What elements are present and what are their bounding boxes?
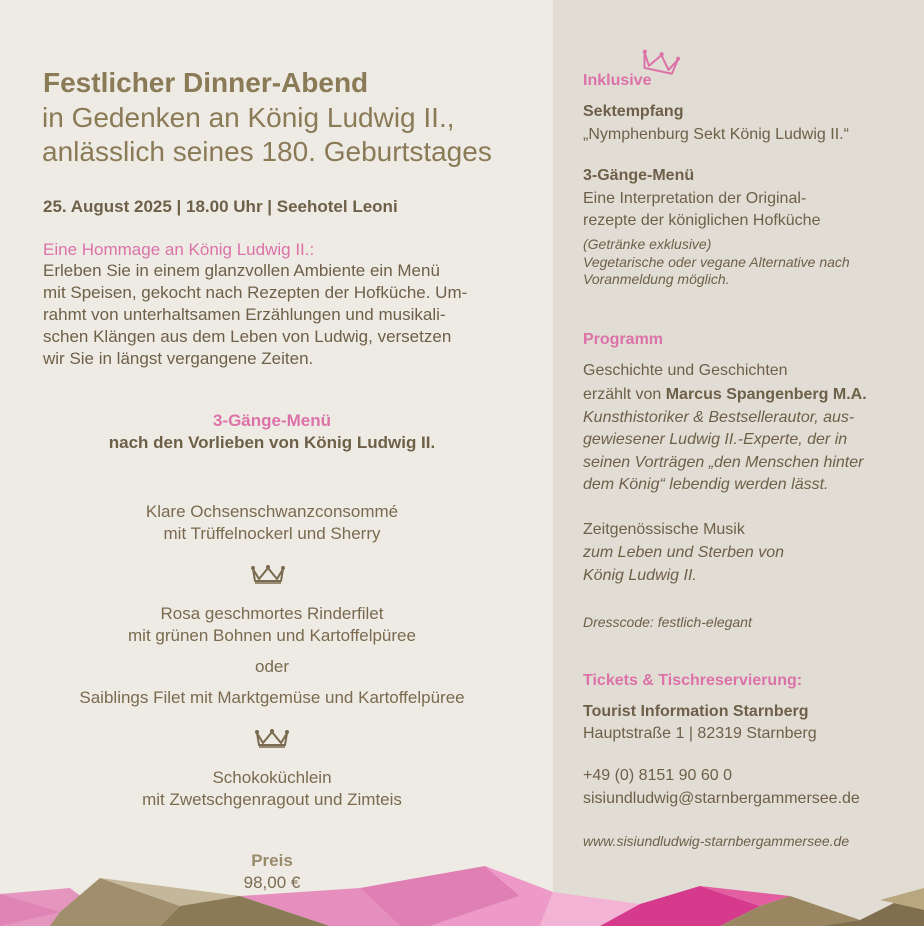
programm-heading: Programm	[583, 331, 664, 348]
event-subtitle-line1: in Gedenken an König Ludwig II.,	[42, 102, 455, 133]
course-2-oder: oder	[254, 657, 290, 676]
course-1-name: Klare Ochsenschwanzconsommé	[145, 502, 399, 521]
course-2-alternative: Saiblings Filet mit Marktgemüse und Kartoffelpüree	[79, 688, 465, 707]
programm-speaker: Marcus Spangenberg M.A.	[665, 386, 867, 403]
hommage-line: Erleben Sie in einem glanzvollen Ambiente ein Menü	[43, 261, 440, 280]
programm-bio-line3: seinen Vorträgen „den Menschen hinter	[583, 454, 864, 471]
hommage-line: mit Speisen, gekocht nach Rezepten der Hofküche. Um-	[43, 283, 468, 302]
menu-heading: 3-Gänge-Menü	[212, 411, 332, 430]
dresscode: Dresscode: festlich-elegant	[583, 614, 752, 630]
programm-speaker-line	[583, 384, 913, 406]
hommage-body	[43, 260, 523, 370]
inklusive-note-line1: (Getränke exklusive)	[583, 236, 712, 252]
tickets-address: Hauptstraße 1 | 82319 Starnberg	[583, 725, 817, 742]
course-2-name: Rosa geschmortes Rinderfilet	[160, 604, 384, 623]
hommage-line: rahmt von unterhaltsamen Erzählungen und musikali-	[43, 305, 446, 324]
inklusive-menu-title: 3-Gänge-Menü	[583, 167, 695, 184]
sekt-title: Sektempfang	[583, 103, 684, 120]
tickets-email[interactable]: sisiundludwig@starnbergammersee.de	[583, 790, 860, 807]
programm-bio-line4: dem König“ lebendig werden lässt.	[583, 476, 829, 493]
programm-music-line3: König Ludwig II.	[583, 567, 697, 584]
hommage-heading: Eine Hommage an König Ludwig II.:	[43, 240, 315, 259]
programm-line1: Geschichte und Geschichten	[583, 362, 788, 379]
event-title: Festlicher Dinner-Abend	[43, 67, 369, 98]
tickets-website[interactable]: www.sisiundludwig-starnbergammersee.de	[583, 833, 850, 849]
price-label: Preis	[251, 851, 293, 870]
inklusive-heading: Inklusive	[583, 72, 652, 89]
hommage-line: schen Klängen aus dem Leben von Ludwig, versetzen	[43, 327, 452, 346]
inklusive-menu-desc-line1: Eine Interpretation der Original-	[583, 190, 807, 207]
inklusive-menu-desc-line2: rezepte der königlichen Hofküche	[583, 212, 821, 229]
footer-decoration	[0, 866, 924, 926]
programm-bio-line1: Kunsthistoriker & Bestsellerautor, aus-	[583, 409, 855, 426]
hommage-line: wir Sie in längst vergangene Zeiten.	[43, 349, 314, 368]
crown-icon	[250, 562, 286, 584]
course-1-detail: mit Trüffelnockerl und Sherry	[163, 524, 381, 543]
programm-music-line2: zum Leben und Sterben von	[583, 544, 785, 561]
sekt-description: „Nymphenburg Sekt König Ludwig II.“	[583, 126, 849, 143]
course-2-detail: mit grünen Bohnen und Kartoffelpüree	[128, 626, 416, 645]
crown-icon	[254, 726, 290, 748]
course-3-detail: mit Zwetschgenragout und Zimteis	[142, 790, 402, 809]
programm-line2-prefix: erzählt von	[583, 386, 666, 403]
inklusive-note-line3: Voranmeldung möglich.	[583, 271, 730, 287]
course-3-name: Schokoküchlein	[212, 768, 332, 787]
tickets-heading: Tickets & Tischreservierung:	[583, 672, 803, 689]
event-date-line: 25. August 2025 | 18.00 Uhr | Seehotel Leoni	[43, 197, 398, 216]
tickets-office: Tourist Information Starnberg	[583, 703, 809, 720]
inklusive-note-line2: Vegetarische oder vegane Alternative nach	[583, 254, 850, 270]
programm-bio-line2: gewiesener Ludwig II.-Experte, der in	[583, 431, 848, 448]
price-value: 98,00 €	[243, 873, 301, 892]
menu-subheading: nach den Vorlieben von König Ludwig II.	[108, 433, 436, 452]
event-subtitle-line2: anlässlich seines 180. Geburtstages	[42, 136, 492, 167]
programm-music-line1: Zeitgenössische Musik	[583, 521, 745, 538]
tickets-phone[interactable]: +49 (0) 8151 90 60 0	[583, 767, 733, 784]
